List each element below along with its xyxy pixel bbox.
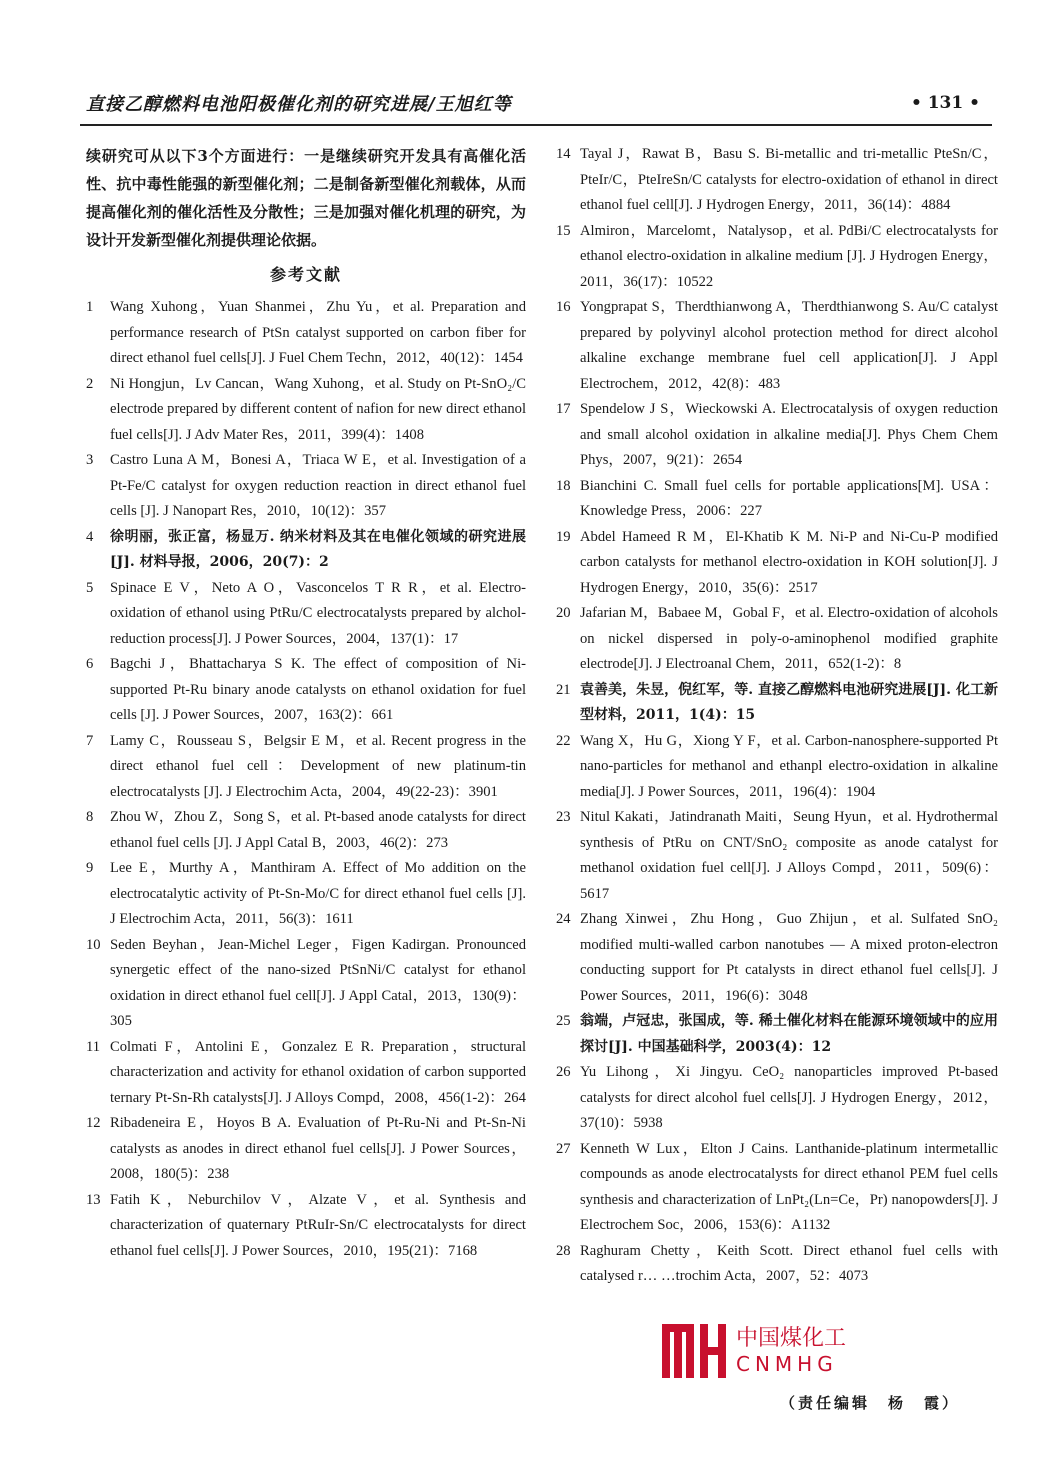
reference-item — [556, 805, 998, 907]
references-heading: 参考文献 — [269, 265, 342, 284]
reference-item — [556, 1137, 998, 1239]
responsible-editor: （责任编辑 杨 霞） — [779, 1394, 960, 1412]
reference-text: Spendelow J S，Wieckowski A. Electrocatalysis of oxygen reduction and small alcohol oxidation in alkaline media[J]. Phys Chem Chem Phys，2007，9(21)：2654 — [580, 401, 998, 468]
header-rule — [80, 124, 992, 126]
cnmhg-logo — [660, 1320, 846, 1382]
reference-item — [86, 933, 526, 1035]
reference-number: 11 — [86, 1038, 101, 1055]
reference-text: 翁端，卢冠忠，张国成，等. 稀土催化材料在能源环境领域中的应用探讨[J]. 中国基础科学，2003(4)：12 — [580, 1013, 998, 1055]
reference-number: 14 — [556, 146, 571, 162]
reference-number: 22 — [556, 732, 571, 749]
reference-text: Abdel Hameed R M，El-Khatib K M. Ni-P and Ni-Cu-P modified carbon catalysts for methanol electro-oxidation in KOH solution[J]. J Hydrogen Energy，2010，35(6)：2517 — [580, 528, 998, 596]
running-title: 直接乙醇燃料电池阳极催化剂的研究进展/王旭红等 — [86, 94, 512, 115]
reference-text: Fatih K，Neburchilov V，Alzate V，et al. Synthesis and characterization of quaternary PtRuIr-Sn/C electrocatalysts for direct ethanol fuel cells[J]. J Power Sources，2010，195(21)：7168 — [110, 1191, 526, 1259]
reference-item — [86, 1035, 526, 1112]
reference-text: Jafarian M，Babaee M，Gobal F，et al. Electro-oxidation of alcohols on nickel dispersed in poly-o-aminophenol modified graphite electrode[J]. J Electroanal Chem，2011，652(1-2)：8 — [580, 605, 998, 672]
reference-text: 徐明丽，张正富，杨显万. 纳米材料及其在电催化领域的研究进展[J]. 材料导报，2006，20(7)：2 — [110, 528, 526, 570]
reference-item — [556, 219, 998, 296]
reference-item — [556, 474, 998, 525]
reference-text: Nitul Kakati，Jatindranath Maiti，Seung Hyun，et al. Hydrothermal synthesis of PtRu on CNT/SnO₂ composite as anode catalyst for methanol oxidation fuel cell[J]. J Alloys Compd，2011，509(6)：5617 — [580, 809, 998, 902]
reference-text: Yongprapat S，Therdthianwong A，Therdthianwong S. Au/C catalyst prepared by polyvinyl alcohol protection method for direct alcohol alkaline exchange membrane fuel cell application[J]. J Appl Electrochem，2012，42(8)：483 — [580, 299, 998, 392]
reference-item — [556, 678, 998, 729]
left-column — [86, 142, 526, 1264]
reference-list-left — [86, 295, 526, 1264]
reference-number: 2 — [86, 375, 94, 392]
reference-list-right — [556, 142, 998, 1290]
reference-item — [86, 856, 526, 933]
reference-text: Lee E，Murthy A，Manthiram A. Effect of Mo addition on the electrocatalytic activity of Pt-Sn-Mo/C for direct ethanol fuel cells [J]. J Electrochim Acta，2011，56(3)：1611 — [110, 860, 526, 927]
reference-item — [556, 142, 998, 219]
reference-number: 25 — [556, 1013, 571, 1029]
logo-chinese-text: 中国煤化工 — [736, 1326, 847, 1351]
reference-number: 27 — [556, 1140, 571, 1157]
reference-text: Lamy C，Rousseau S，Belgsir E M，et al. Recent progress in the direct ethanol fuel cell：Development of new platinum-tin electrocatalysts [J]. J Electrochim Acta，2004，49(22-23)：3901 — [110, 732, 526, 800]
reference-text: Spinace E V，Neto A O，Vasconcelos T R R，et al. Electro-oxidation of ethanol using PtRu/C electrocatalysts prepared by alchol-reduction process[J]. J Power Sources，2004，137(1)：17 — [110, 579, 526, 647]
intro-paragraph: 续研究可从以下3个方面进行：一是继续研究开发具有高催化活性、抗中毒性能强的新型催化剂；二是制备新型催化剂载体，从而提高催化剂的催化活性及分散性；三是加强对催化机理的研究，为设计开发新型催化剂提供理论依据。 — [86, 147, 526, 249]
reference-number: 1 — [86, 299, 94, 315]
reference-item — [86, 1111, 526, 1188]
reference-item — [556, 1060, 998, 1137]
reference-text: Almiron，Marcelomt，Natalysop，et al. PdBi/C electrocatalysts for ethanol electro-oxidation in alkaline medium [J]. J Hydrogen Energy，2011，36(17)：10522 — [580, 222, 998, 290]
right-column — [556, 142, 998, 1290]
reference-text: Ni Hongjun，Lv Cancan，Wang Xuhong，et al. Study on Pt-SnO₂/C electrode prepared by different content of nafion for new direct ethanol fuel cells[J]. J Adv Mater Res，2011，399(4)：1408 — [110, 375, 526, 443]
reference-item — [86, 525, 526, 576]
reference-item — [556, 295, 998, 397]
reference-text: Zhang Xinwei，Zhu Hong，Guo Zhijun，et al. Sulfated SnO₂ modified multi-walled carbon nanotubes — A mixed proton-electron conducting support for Pt catalysts in direct ethanol fuel cells[J]. J Power Sources，2011，196(6)：3048 — [580, 911, 998, 1004]
reference-item — [86, 448, 526, 525]
reference-number: 19 — [556, 528, 571, 545]
reference-number: 3 — [86, 452, 94, 468]
reference-number: 9 — [86, 860, 94, 876]
reference-item — [86, 1188, 526, 1265]
reference-item — [86, 652, 526, 729]
reference-number: 8 — [86, 809, 94, 825]
reference-number: 17 — [556, 401, 571, 417]
reference-number: 10 — [86, 936, 101, 953]
reference-item — [556, 1239, 998, 1290]
reference-number: 18 — [556, 477, 571, 494]
reference-text: Kenneth W Lux，Elton J Cains. Lanthanide-platinum intermetallic compounds as anode electrocatalysts for direct ethanol PEM fuel cells synthesis and characterization of LnPt₂(Ln=Ce，Pr) nanopowders[J]. J Electrochem Soc，2006，153(6)：A1132 — [580, 1140, 998, 1233]
reference-number: 7 — [86, 732, 94, 749]
reference-number: 24 — [556, 911, 571, 927]
reference-text: Wang Xuhong，Yuan Shanmei，Zhu Yu，et al. Preparation and performance research of PtSn catalyst supported on carbon fiber for direct ethanol fuel cells[J]. J Fuel Chem Techn，2012，40(12)：1454 — [110, 299, 526, 366]
reference-number: 12 — [86, 1115, 101, 1131]
reference-text: Zhou W，Zhou Z，Song S，et al. Pt-based anode catalysts for direct ethanol fuel cells [J]. J Appl Catal B，2003，46(2)：273 — [110, 809, 526, 851]
cnmhg-logo-icon — [660, 1320, 730, 1382]
reference-text: Castro Luna A M，Bonesi A，Triaca W E，et al. Investigation of a Pt-Fe/C catalyst for oxygen reduction reaction in direct ethanol fuel cells [J]. J Nanopart Res，2010，10(12)：357 — [110, 452, 526, 519]
reference-item — [556, 729, 998, 806]
reference-item — [86, 295, 526, 372]
reference-number: 16 — [556, 299, 571, 315]
reference-text: Raghuram Chetty，Keith Scott. Direct ethanol fuel cells with catalysed r… …trochim Acta，2007，52：4073 — [580, 1242, 998, 1284]
reference-item — [556, 601, 998, 678]
reference-item — [556, 907, 998, 1009]
reference-text: Ribadeneira E，Hoyos B A. Evaluation of Pt-Ru-Ni and Pt-Sn-Ni catalysts as anodes in direct ethanol fuel cells[J]. J Power Sources，2008，180(5)：238 — [110, 1115, 526, 1182]
page-number: • 131 • — [910, 93, 980, 113]
reference-item — [556, 1009, 998, 1060]
reference-number: 13 — [86, 1191, 101, 1208]
reference-text: 袁善美，朱昱，倪红军，等. 直接乙醇燃料电池研究进展[J]. 化工新型材料，2011，1(4)：15 — [580, 681, 998, 723]
reference-number: 21 — [556, 681, 571, 698]
reference-item — [86, 372, 526, 449]
reference-number: 26 — [556, 1064, 571, 1080]
reference-text: Bianchini C. Small fuel cells for portable applications[M]. USA：Knowledge Press，2006：227 — [580, 477, 998, 519]
reference-text: Wang X，Hu G，Xiong Y F，et al. Carbon-nanosphere-supported Pt nano-particles for methanol and ethanpl electro-oxidation in alkaline media[J]. J Power Sources，2011，196(4)：1904 — [580, 732, 998, 800]
running-header — [86, 88, 980, 118]
reference-text: Seden Beyhan，Jean-Michel Leger，Figen Kadirgan. Pronounced synergetic effect of the nano-sized PtSnNi/C catalyst for ethanol oxidation in direct ethanol fuel cell[J]. J Appl Catal，2013，130(9)：305 — [110, 936, 526, 1029]
reference-text: Yu Lihong，Xi Jingyu. CeO₂ nanoparticles improved Pt-based catalysts for direct alcohol fuel cells[J]. J Hydrogen Energy，2012，37(10)：5938 — [580, 1064, 998, 1131]
reference-number: 15 — [556, 222, 571, 239]
reference-number: 4 — [86, 528, 94, 545]
reference-item — [556, 525, 998, 602]
logo-english-text: CNMHG — [736, 1352, 838, 1376]
reference-text: Colmati F，Antolini E，Gonzalez E R. Preparation，structural characterization and activity for ethanol oxidation of carbon supported ternary Pt-Sn-Rh catalysts[J]. J Alloys Compd，2008，456(1-2)：264 — [110, 1038, 526, 1106]
reference-number: 23 — [556, 809, 571, 825]
reference-item — [86, 805, 526, 856]
reference-number: 20 — [556, 605, 571, 621]
reference-item — [556, 397, 998, 474]
reference-number: 5 — [86, 579, 94, 596]
reference-number: 28 — [556, 1242, 571, 1259]
reference-item — [86, 576, 526, 653]
reference-text: Bagchi J，Bhattacharya S K. The effect of composition of Ni-supported Pt-Ru binary anode catalysts on ethanol oxidation for fuel cells [J]. J Power Sources，2007，163(2)：661 — [110, 656, 526, 723]
reference-item — [86, 729, 526, 806]
reference-text: Tayal J，Rawat B，Basu S. Bi-metallic and tri-metallic PteSn/C，PteIr/C，PteIreSn/C catalysts for electro-oxidation of ethanol in direct ethanol fuel cell[J]. J Hydrogen Energy，2011，36(14)：4884 — [580, 146, 998, 213]
reference-number: 6 — [86, 656, 94, 672]
